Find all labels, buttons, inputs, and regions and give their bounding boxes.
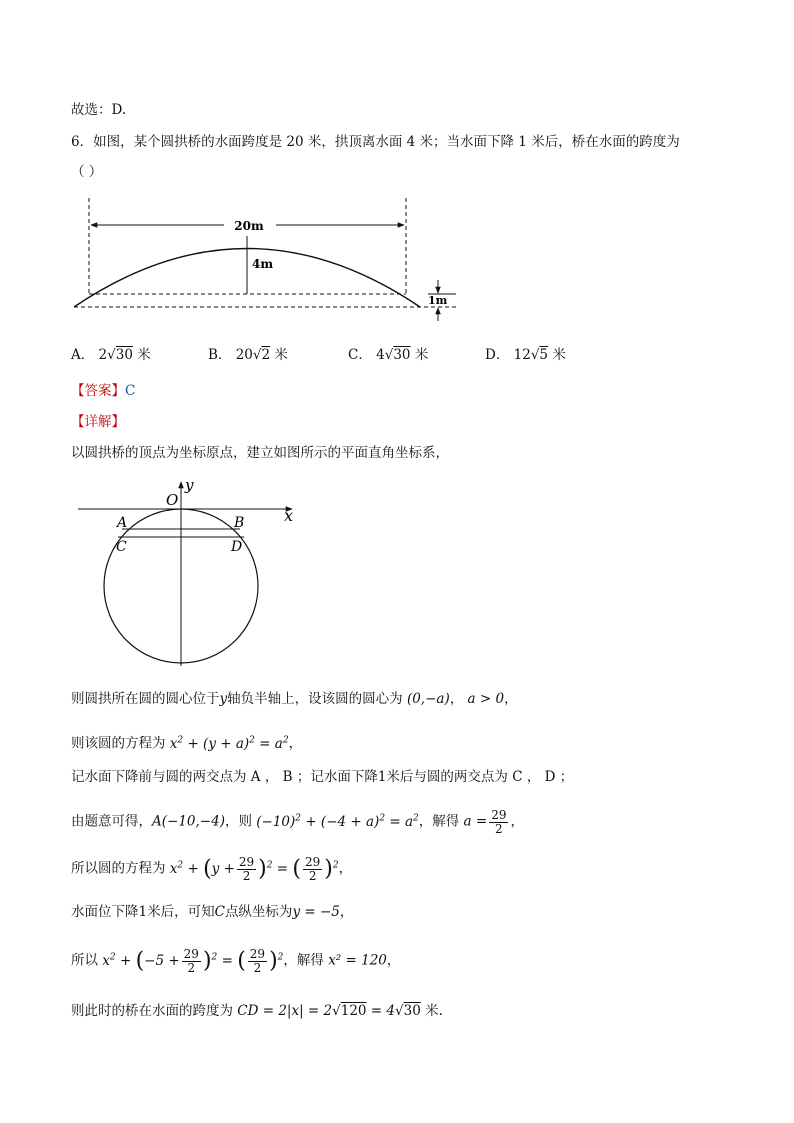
question-line-1: 6．如图，某个圆拱桥的水面跨度是 20 米，拱顶离水面 4 米；当水面下降 1 米后，桥在水面的跨度为 — [71, 134, 680, 150]
arch-bridge-figure — [66, 192, 466, 327]
answer-value: C — [125, 383, 136, 399]
option-a-letter: A． — [71, 347, 95, 363]
explain-label: 【详解】 — [71, 414, 125, 430]
solution-line-4: 由题意可得，A(−10,−4)，则 $(-10)^2 + (-4 + a)^2 = a^2$，解得 a = $\frac{29}{2}$ ， — [71, 807, 524, 836]
drop-label: 1m — [428, 294, 448, 307]
label-y: y — [185, 476, 194, 494]
option-d-unit: 米 — [552, 347, 566, 363]
option-d-letter: D． — [485, 347, 510, 363]
answer-line — [71, 382, 135, 400]
option-c-letter: C． — [348, 347, 372, 363]
option-b-unit: 米 — [274, 347, 288, 363]
option-d: D． 12√5 米 — [485, 347, 566, 363]
label-d: D — [231, 539, 243, 555]
question-line-2: （ ） — [71, 164, 103, 180]
label-o: O — [166, 491, 179, 509]
height-label: 4m — [252, 257, 274, 271]
label-c: C — [116, 539, 127, 555]
coordinate-circle-figure — [74, 476, 304, 672]
solution-line-5: 所以圆的方程为 $x^2 + (y$ + $\frac{29}{2}$ )$^2$ = ( $\frac{29}{2}$ )$^2$， — [71, 854, 353, 883]
circle-equation: $x^2 + (y + a)^2 = a^2$ — [169, 735, 289, 752]
label-a: A — [117, 515, 128, 531]
option-d-radicand: 5 — [539, 347, 549, 363]
label-x: x — [284, 506, 294, 525]
solution-line-2: 则该圆的方程为 $x^2 + (y + a)^2 = a^2$， — [71, 735, 303, 752]
option-b-radicand: 2 — [261, 347, 271, 363]
option-c-unit: 米 — [414, 347, 429, 363]
option-b-coef: 20 — [235, 347, 253, 363]
option-a-radicand: 30 — [115, 347, 133, 363]
answer-label: 【答案】 — [71, 383, 125, 399]
solution-line-6: 水面位下降1米后，可知C点纵坐标为y = −5， — [71, 904, 354, 920]
option-b-letter: B． — [208, 347, 232, 363]
span-label: 20m — [234, 219, 264, 233]
solution-line-8: 则此时的桥在水面的跨度为 CD = 2|x| = 2√120 = 4√30 米. — [71, 1003, 443, 1019]
span-result: CD = 2|x| = 2√120 = 4√30 — [237, 1003, 421, 1019]
option-a-coef: 2 — [98, 347, 108, 363]
option-d-coef: 12 — [513, 347, 531, 363]
option-c: C． 4√30 米 — [348, 347, 429, 363]
substitution-equation: $(-10)^2 + (-4 + a)^2 = a^2$ — [256, 813, 419, 830]
option-b: B． 20√2 米 — [208, 347, 288, 363]
explain-intro: 以圆拱桥的顶点为坐标原点，建立如图所示的平面直角坐标系， — [71, 445, 449, 461]
option-a-unit: 米 — [137, 347, 151, 363]
solution-line-3: 记水面下降前与圆的两交点为 A ， B ；记水面下降1米后与圆的两交点为 C ， D ； — [71, 769, 574, 785]
option-c-coef: 4 — [376, 347, 385, 363]
option-c-radicand: 30 — [393, 347, 411, 363]
solution-line-7: 所以 $x^2 + (-5$ + $\frac{29}{2}$ )$^2$ = ( $\frac{29}{2}$ )$^2$，解得 x² = 120， — [71, 946, 401, 975]
solution-line-1: 则圆拱所在圆的圆心位于y轴负半轴上，设该圆的圆心为 (0,−a)， a > 0， — [71, 691, 518, 707]
label-b: B — [234, 515, 245, 531]
option-a: A． 2√30 米 — [71, 347, 151, 363]
previous-answer: 故选：D. — [71, 102, 127, 118]
